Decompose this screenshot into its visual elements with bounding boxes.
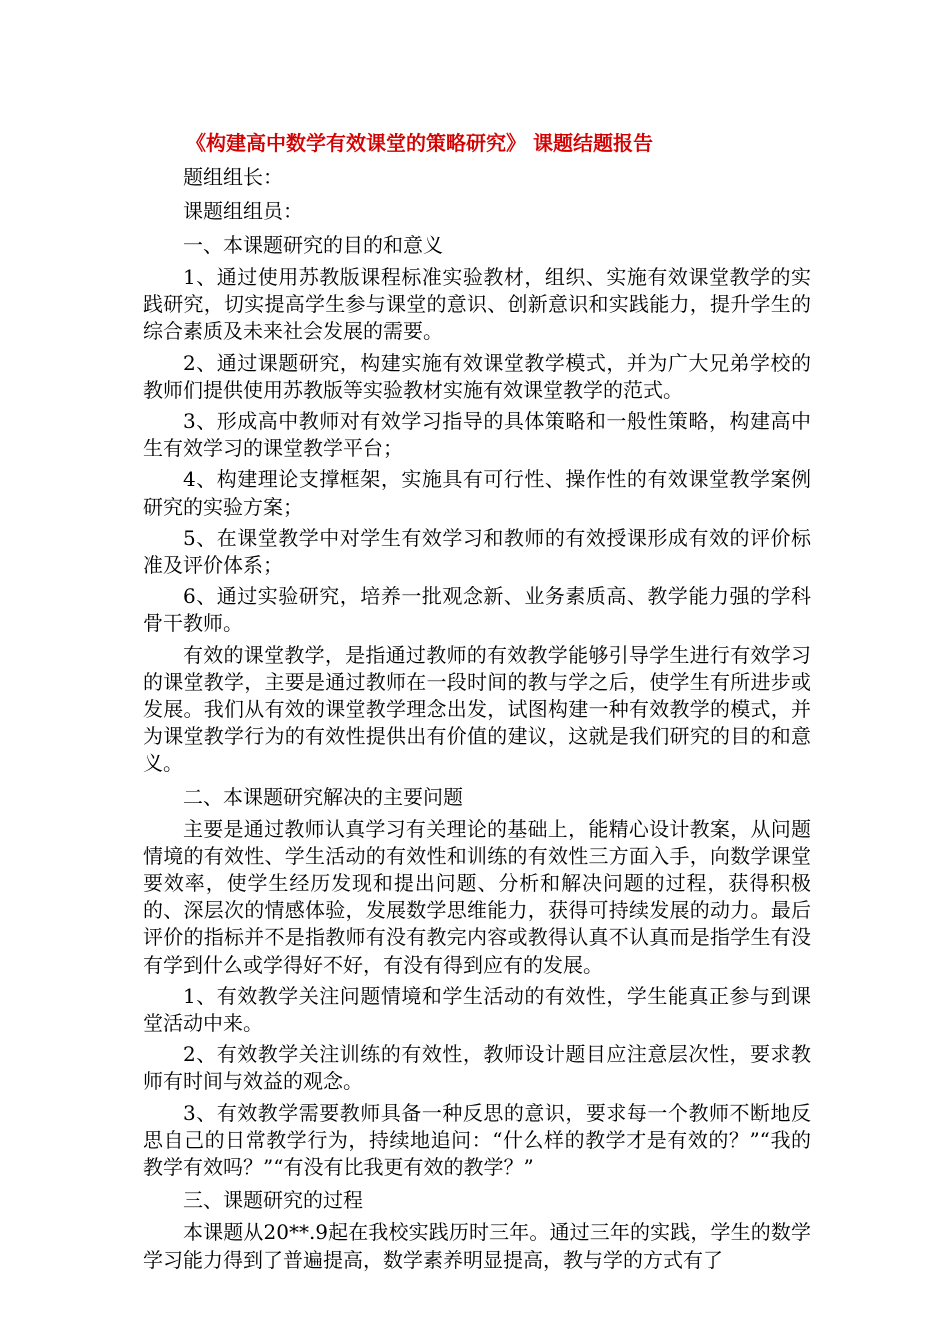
section-2-paragraph: 3、有效教学需要教师具备一种反思的意识，要求每一个教师不断地反思自己的日常教学行为，持续地追问：“什么样的教学才是有效的？”“我的教学有效吗？”“有没有比我更有效的教学？”: [143, 1100, 811, 1180]
document-page: [143, 128, 811, 1274]
section-1-paragraph: 4、构建理论支撑框架，实施具有可行性、操作性的有效课堂教学案例研究的实验方案；: [143, 467, 811, 519]
section-1-paragraph: 6、通过实验研究，培养一批观念新、业务素质高、教学能力强的学科骨干教师。: [143, 584, 811, 636]
section-1-paragraph: 5、在课堂教学中对学生有效学习和教师的有效授课形成有效的评价标准及评价体系；: [143, 525, 811, 578]
members-label: 课题组组员：: [183, 199, 303, 223]
section-3-paragraph: 本课题从20**.9起在我校实践历时三年。通过三年的实践，学生的数学学习能力得到了普遍提高，数学素养明显提高，教与学的方式有了: [143, 1220, 811, 1272]
section-1-paragraph: 1、通过使用苏教版课程标准实验教材，组织、实施有效课堂教学的实践研究，切实提高学生参与课堂的意识、创新意识和实践能力，提升学生的综合素质及未来社会发展的需要。: [143, 265, 811, 344]
section-2-heading: 二、本课题研究解决的主要问题: [183, 784, 463, 809]
document-title: 《构建高中数学有效课堂的策略研究》 课题结题报告: [186, 131, 653, 155]
section-1-paragraph: 2、通过课题研究，构建实施有效课堂教学模式，并为广大兄弟学校的教师们提供使用苏教版等实验教材实施有效课堂教学的范式。: [143, 350, 811, 402]
section-1-paragraph: 有效的课堂教学，是指通过教师的有效教学能够引导学生进行有效学习的课堂教学，主要是通过教师在一段时间的教与学之后，使学生有所进步或发展。我们从有效的课堂教学理念出发，试图构建一种有效教学的模式，并为课堂教学行为的有效性提供出有价值的建议，这就是我们研究的目的和意义。: [143, 642, 811, 776]
section-1-heading: 一、本课题研究的目的和意义: [183, 233, 443, 257]
section-1-paragraph: 3、形成高中教师对有效学习指导的具体策略和一般性策略，构建高中生有效学习的课堂教学平台；: [143, 409, 811, 461]
section-2-paragraph: 1、有效教学关注问题情境和学生活动的有效性，学生能真正参与到课堂活动中来。: [143, 983, 811, 1036]
section-2-paragraph: 2、有效教学关注训练的有效性，教师设计题目应注意层次性，要求教师有时间与效益的观念。: [143, 1042, 811, 1094]
section-2-paragraph: 主要是通过教师认真学习有关理论的基础上，能精心设计教案，从问题情境的有效性、学生活动的有效性和训练的有效性三方面入手，向数学课堂要效率，使学生经历发现和提出问题、分析和解决问题的过程，获得积极的、深层次的情感体验，发展数学思维能力，获得可持续发展的动力。最后评价的指标并不是指教师有没有教完内容或教得认真不认真而是指学生有没有学到什么或学得好不好，有没有得到应有的发展。: [143, 816, 811, 977]
section-3-heading: 三、课题研究的过程: [183, 1188, 363, 1213]
leader-label: 题组组长：: [183, 165, 283, 189]
